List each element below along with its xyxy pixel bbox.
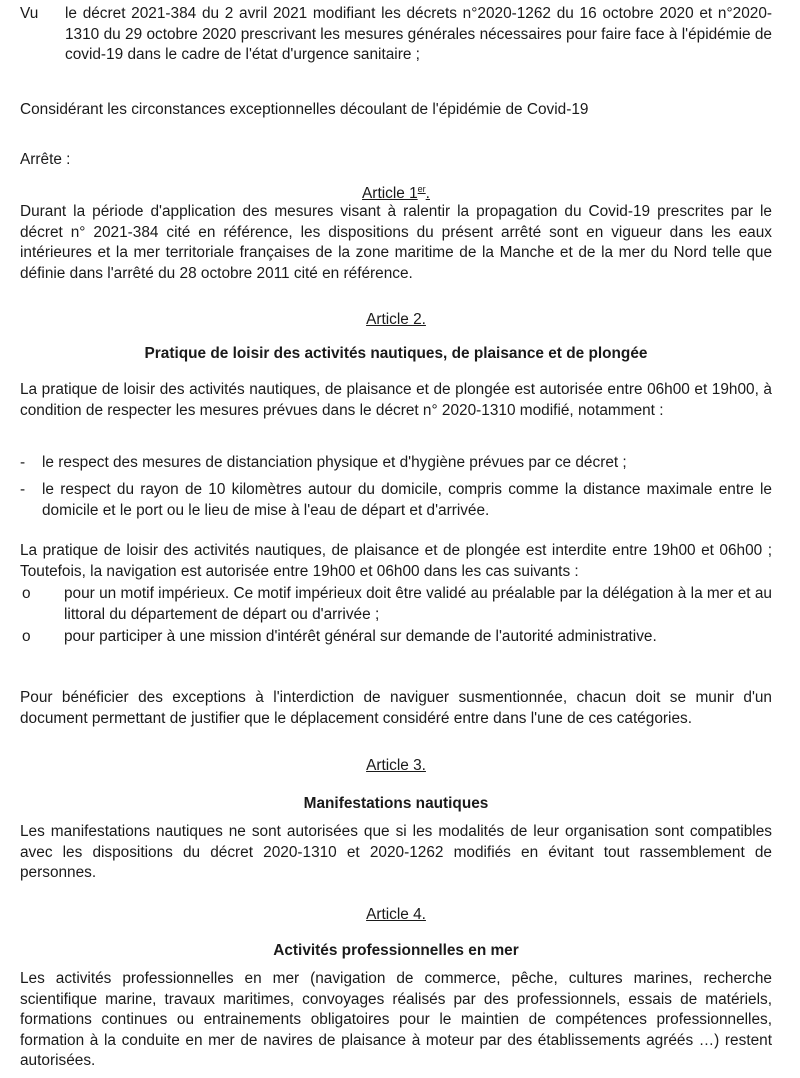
article-2-title: [20, 310, 772, 331]
article-4-title-text: Article 4.: [366, 906, 426, 923]
article-1-title-suffix: .: [425, 185, 430, 203]
list-item-text: le respect du rayon de 10 kilomètres autour du domicile, compris comme la distance maximale entre le domicile et le port ou le lieu de mise à l'eau de départ et d'arrivée.: [42, 481, 772, 519]
article-1-title-text: Article 1: [362, 185, 418, 203]
list-item: [20, 480, 772, 521]
article-3-heading: Manifestations nautiques: [303, 795, 489, 812]
dash-marker: -: [20, 481, 26, 498]
dash-marker: -: [20, 454, 26, 471]
list-item-text: pour un motif impérieux. Ce motif impérieux doit être validé au préalable par la délégation à la mer et au littoral du département de départ ou d'arrivée ;: [64, 585, 772, 623]
list-item: [20, 584, 772, 625]
article-4-body: Les activités professionnelles en mer (navigation de commerce, pêche, cultures marines, recherche scientifique marine, travaux maritimes, convoyages réalisés par des professionnels, essais de matériels, formations continues ou entrainements obligatoires pour le maintien de compétences professionnelles, formation à la conduite en mer de navires de plaisance à moteur par des établissements agréés …) restent autorisées.: [20, 970, 772, 1069]
list-item: [20, 627, 772, 648]
article-4-title: [20, 905, 772, 926]
article-2-heading: Pratique de loisir des activités nautiques, de plaisance et de plongée: [144, 345, 648, 362]
article-1-title-sup: er: [417, 184, 426, 194]
article-1-body: Durant la période d'application des mesures visant à ralentir la propagation du Covid-19 prescrites par le décret n° 2021-384 cité en référence, les dispositions du présent arrêté sont en vigueur dans les eaux intérieures et la mer territoriale françaises de la zone maritime de la Manche et de la mer du Nord telle que définie dans l'arrêté du 28 octobre 2011 cité en référence.: [20, 203, 772, 282]
list-item-text: le respect des mesures de distanciation physique et d'hygiène prévues par ce décret ;: [42, 454, 627, 471]
article-4-heading: Activités professionnelles en mer: [273, 942, 519, 959]
list-item: [20, 453, 772, 474]
article-2-title-text: Article 2.: [366, 311, 426, 328]
article-2-closing: Pour bénéficier des exceptions à l'interdiction de naviguer susmentionnée, chacun doit se munir d'un document permettant de justifier que le déplacement considéré entre dans l'une de ces catégories.: [20, 689, 772, 727]
article-3-title-text: Article 3.: [366, 757, 426, 774]
list-item-text: pour participer à une mission d'intérêt général sur demande de l'autorité administrative.: [64, 628, 657, 645]
vu-clause: [20, 4, 772, 66]
arrete-label: Arrête :: [20, 151, 71, 168]
considerant-text: Considérant les circonstances exceptionnelles découlant de l'épidémie de Covid-19: [20, 101, 589, 118]
vu-label: Vu: [20, 5, 39, 22]
circle-marker: o: [22, 628, 31, 645]
article-2-intro: La pratique de loisir des activités nautiques, de plaisance et de plongée est autorisée entre 06h00 et 19h00, à condition de respecter les mesures prévues dans le décret n° 2020-1310 modifié, notamment :: [20, 381, 772, 419]
article-1-title: [20, 179, 772, 205]
article-3-body: Les manifestations nautiques ne sont autorisées que si les modalités de leur organisation sont compatibles avec les dispositions du décret 2020-1310 et 2020-1262 modifiés en évitant tout rassemblement de personnes.: [20, 823, 772, 881]
vu-text: le décret 2021-384 du 2 avril 2021 modifiant les décrets n°2020-1262 du 16 octobre 2020 et n°2020-1310 du 29 octobre 2020 prescrivant les mesures générales nécessaires pour faire face à l'épidémie de covid-19 dans le cadre de l'état d'urgence sanitaire ;: [65, 5, 772, 63]
article-2-second: La pratique de loisir des activités nautiques, de plaisance et de plongée est interdite entre 19h00 et 06h00 ; Toutefois, la navigation est autorisée entre 19h00 et 06h00 dans les cas suivants :: [20, 542, 772, 580]
article-3-title: [20, 756, 772, 777]
circle-marker: o: [22, 585, 31, 602]
